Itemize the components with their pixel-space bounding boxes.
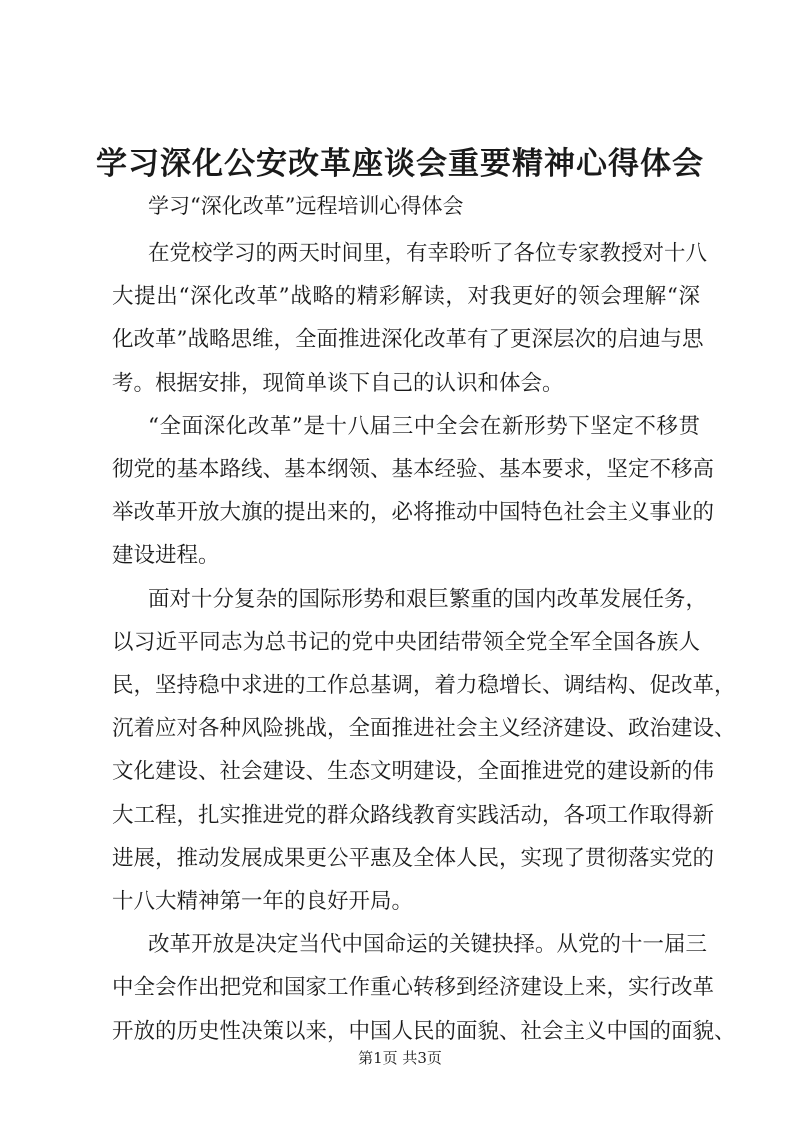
body-line: 民，坚持稳中求进的工作总基调，着力稳增长、调结构、促改革， — [112, 673, 736, 698]
body-line: 开放的历史性决策以来，中国人民的面貌、社会主义中国的面貌、 — [112, 1018, 736, 1044]
body-line: 大提出“深化改革”战略的精彩解读，对我更好的领会理解“深 — [112, 284, 700, 310]
body-line: 大工程，扎实推进党的群众路线教育实践活动，各项工作取得新 — [112, 802, 715, 828]
body-line: 彻党的基本路线、基本纲领、基本经验、基本要求，坚定不移高 — [112, 457, 715, 482]
body-line: 改革开放是决定当代中国命运的关键抉择。从党的十一届三 — [148, 932, 708, 958]
body-line: 建设进程。 — [112, 543, 220, 569]
body-line: 沉着应对各种风险挑战，全面推进社会主义经济建设、政治建设、 — [112, 716, 736, 742]
body-line: 文化建设、社会建设、生态文明建设，全面推进党的建设新的伟 — [112, 759, 715, 785]
body-line: 十八大精神第一年的良好开局。 — [112, 889, 414, 914]
body-line: 化改革”战略思维，全面推进深化改革有了更深层次的启迪与思 — [112, 327, 704, 353]
body-line: 考。根据安排，现简单谈下自己的认识和体会。 — [112, 370, 564, 396]
body-line: 举改革开放大旗的提出来的，必将推动中国特色社会主义事业的 — [112, 500, 715, 526]
body-line: 面对十分复杂的国际形势和艰巨繁重的国内改革发展任务， — [148, 586, 708, 612]
page-number-footer: 第1页 共3页 — [358, 1049, 442, 1067]
body-line: 在党校学习的两天时间里，有幸聆听了各位专家教授对十八 — [148, 241, 708, 266]
body-line: 进展，推动发展成果更公平惠及全体人民，实现了贯彻落实党的 — [112, 845, 715, 871]
body-line: 中全会作出把党和国家工作重心转移到经济建设上来，实行改革 — [112, 975, 715, 1001]
body-line: 以习近平同志为总书记的党中央团结带领全党全军全国各族人 — [112, 629, 700, 655]
document-title: 学习深化公安改革座谈会重要精神心得体会 — [96, 146, 704, 182]
document-subtitle: 学习“深化改革”远程培训心得体会 — [148, 194, 464, 218]
body-line: “全面深化改革”是十八届三中全会在新形势下坚定不移贯 — [148, 413, 700, 439]
